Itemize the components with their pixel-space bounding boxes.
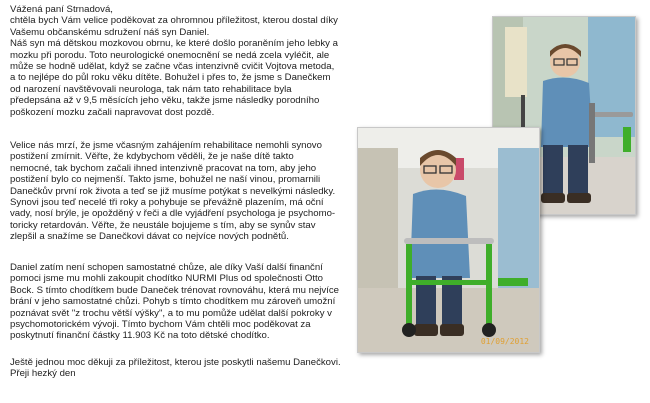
letter-paragraph-1 <box>10 4 352 118</box>
photo-boy-green-walker <box>357 127 540 353</box>
letter-text-4: Ještě jednou moc děkuji za příležitost, kterou jste poskytli našemu Danečkovi. Přeji hezký den <box>10 357 341 380</box>
letter-paragraph-4 <box>10 357 352 380</box>
photo-boy-green-walker-image <box>358 128 539 352</box>
letter-text-2: Velice nás mrzí, že jsme včasným zahájením rehabilitace nemohli synovo postižení zmírnit. Věřte, že kdybychom věděli, že je naše dítě takto nemocné, tak bychom začali ihned intenzivně pracovat na tom, aby jeho postižení bylo co nejmenší. Takto jsme, bohužel ne naší vinou, promarnili Danečkův první rok života a teď se již musíme potýkat s nevelkými následky. Synovi jsou teď necelé tři roky a pohybuje se převážně plazením, má oční vady, nosí brýle, je opožděný v řeči a dle vyjádření psychologa je psychomo- toricky retardován. Věřte, že neustále bojujeme s tím, aby se synův stav zlepšil a snažíme se Danečkovi dávat co nejvíce nových podnětů. <box>10 140 336 243</box>
photo-date-stamp: 01/09/2012 <box>480 337 529 346</box>
letter-paragraph-2 <box>10 140 352 243</box>
letter-text-3: Daniel zatím není schopen samostatné chůze, ale díky Vaší další finanční pomoci jsme mu mohli zakoupit chodítko NURMI Plus od společnosti Otto Bock. S tímto chodítkem bude Daneček trénovat rovnováhu, která mu nejvíce brání v jeho samostatné chůzi. Pohyb s tímto chodítkem mu zároveň umožní poznávat svět "z trochu větší výšky", a to mu pomůže udělat další pokroky v psychomotorickém vývoji. Tímto bychom Vám chtěli moc poděkovat za poskytnutí finanční částky 11.903 Kč na toto dětské chodítko. <box>10 262 340 342</box>
letter-text-1: Vážená paní Strnadová, chtěla bych Vám velice poděkovat za ohromnou příležitost, kterou dostal díky Vašemu občanskému sdružení náš syn Daniel. Náš syn má dětskou mozkovou obrnu, ke které došlo poraněním jeho lebky a mozku při porodu. Toto neurologické onemocnění se nedá zcela vyléčit, ale může se hodně udělat, když se začne včas intenzivně cvičit Vojtova metoda, a to nejlépe do půl roku věku dítěte. Bohužel i přes to, že jsme s Danečkem od narození navštěvovali neurologa, tak nám tato rehabilitace byla předepsána až v 9,5 měsících jeho věku, takže jsme následky porodního poškození mozku začali napravovat dost pozdě. <box>10 4 338 118</box>
letter-paragraph-3 <box>10 262 352 342</box>
